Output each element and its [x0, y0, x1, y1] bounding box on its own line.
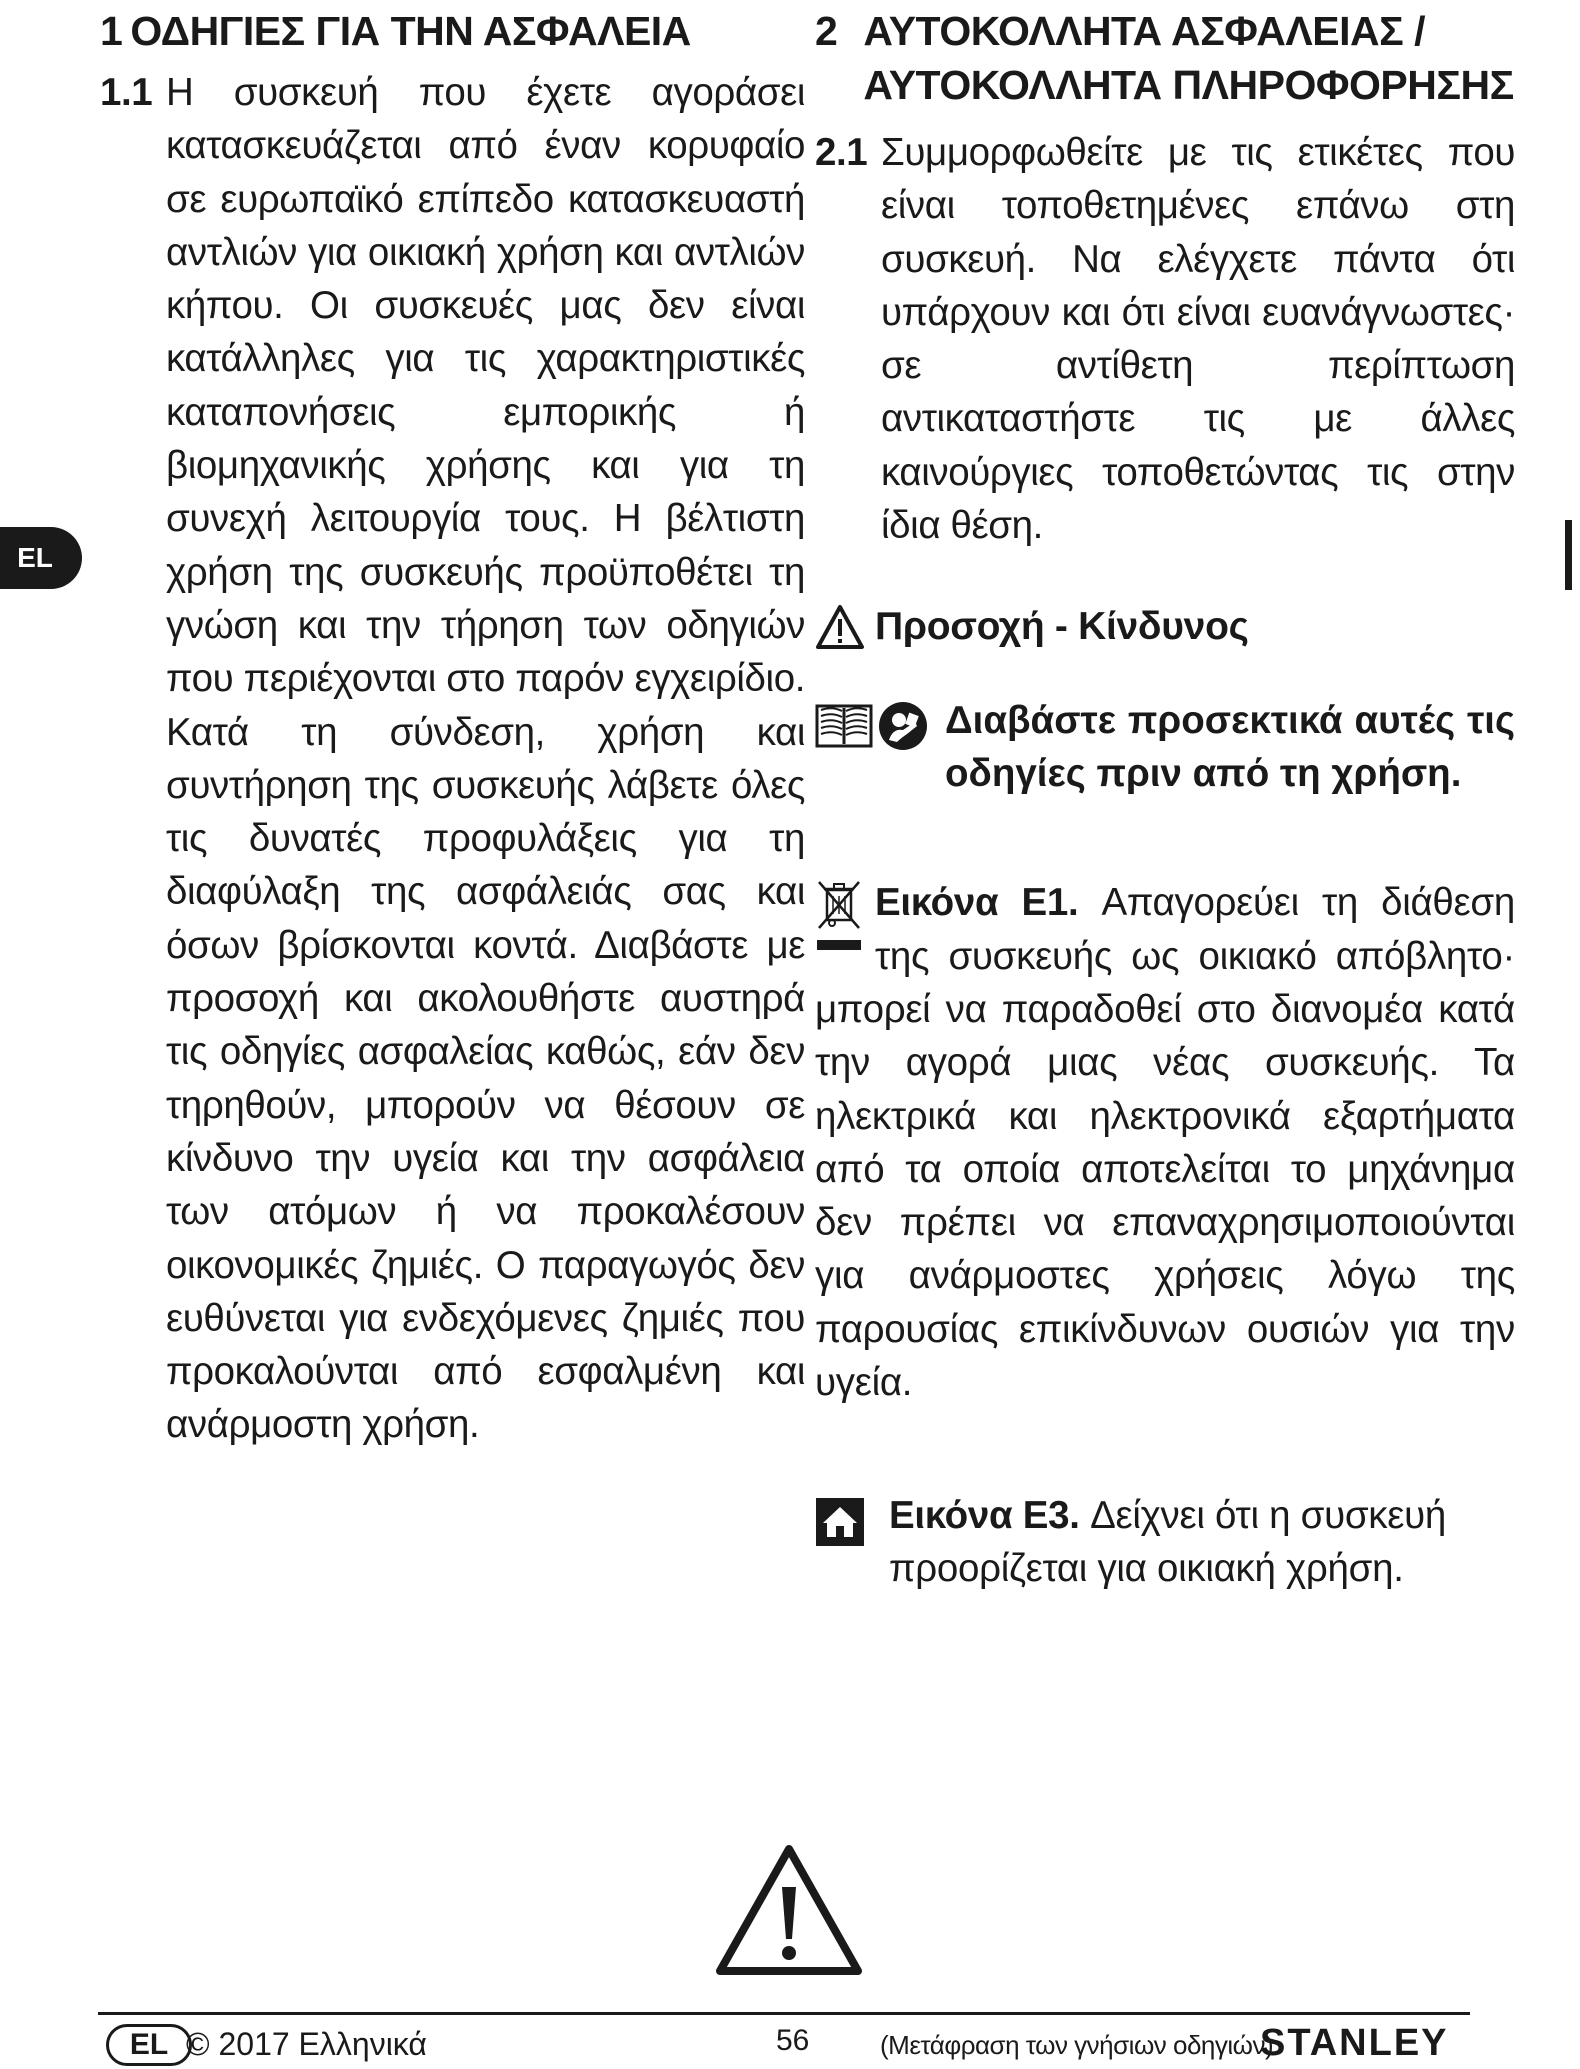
footer-copyright: © 2017 Ελληνικά [186, 2026, 427, 2062]
footer-rule [98, 2012, 1470, 2015]
figure-e3-label: Εικόνα E3. [889, 1494, 1080, 1538]
figure-e1-text: Απαγορεύει τη διάθεση της συσκευής ως οικιακό απόβλητο· μπορεί να παραδοθεί στο διανομέα κατά την αγορά μιας νέας συσκευής. Τα ηλεκτρικά και ηλεκτρονικά εξαρτήματα από τα οποία αποτελείται το μηχάνημα δεν πρέπει να επαναχρησιμοποιούνται για ανάρμοστες χρήσεις λόγω της παρουσίας επικίνδυνων ουσιών για την υγεία. [815, 881, 1515, 1405]
left-column [100, 0, 805, 1452]
figure-e1-label: Εικόνα E1. [875, 881, 1079, 925]
right-edge-marker [1565, 520, 1572, 590]
warning-danger-row [815, 604, 1515, 650]
section-1-title: ΟΔΗΓΙΕΣ ΓΙΑ ΤΗΝ ΑΣΦΑΛΕΙΑ [130, 8, 691, 54]
section-1-number: 1 [100, 8, 123, 54]
figure-e3-block [815, 1489, 1515, 1595]
footer-translation-note: (Μετάφραση των γνήσιων οδηγιών) [880, 2030, 1274, 2060]
footer-language-badge: EL [106, 2024, 192, 2066]
warning-label: Προσοχή - Κίνδυνος [875, 605, 1249, 649]
figure-e1-block [815, 876, 1515, 1409]
section-2-title: ΑΥΤΟΚΟΛΛΗΤΑ ΑΣΦΑΛΕΙΑΣ / ΑΥΤΟΚΟΛΛΗΤΑ ΠΛΗΡΟΦΟΡΗΣΗΣ [863, 8, 1514, 108]
large-warning-triangle-icon [714, 1843, 864, 1977]
section-2-number: 2 [815, 8, 838, 54]
language-side-tab [0, 527, 82, 589]
manual-book-icon [815, 702, 873, 750]
section-1-heading [100, 4, 805, 58]
home-use-icon-wrap [815, 1489, 889, 1595]
read-icons-group [815, 700, 929, 752]
page-footer [100, 2020, 1472, 2068]
section-2-heading [815, 4, 1515, 112]
read-instructions-block [815, 694, 1515, 800]
figure-e3-text-wrap [889, 1489, 1515, 1595]
read-instructions-text: Διαβάστε προσεκτικά αυτές τις οδηγίες πριν από τη χρήση. [945, 699, 1515, 796]
home-use-icon [815, 1497, 865, 1547]
paragraph-1-1 [100, 66, 805, 1452]
paragraph-1-1-text: Η συσκευή που έχετε αγοράσει κατασκευάζεται από έναν κορυφαίο σε ευρωπαϊκό επίπεδο κατασκευαστή αντλιών για οικιακή χρήση και αντλιών κήπου. Οι συσκευές μας δεν είναι κατάλληλες για τις χαρακτηριστικές καταπονήσεις εμπορικής ή βιομηχανικής χρήσης και για τη συνεχή λειτουργία τους. Η βέλτιστη χρήση της συσκευής προϋποθέτει τη γνώση και την τήρηση των οδηγιών που περιέχονται στο παρόν εγχειρίδιο. Κατά τη σύνδεση, χρήση και συντήρηση της συσκευής λάβετε όλες τις δυνατές προφυλάξεις για τη διαφύλαξη της ασφάλειάς σας και όσων βρίσκονται κοντά. Διαβάστε με προσοχή και ακολουθήστε αυστηρά τις οδηγίες ασφαλείας καθώς, εάν δεν τηρηθούν, μπορούν να θέσουν σε κίνδυνο την υγεία και την ασφάλεια των ατόμων ή να προκαλέσουν οικονομικές ζημιές. Ο παραγωγός δεν ευθύνεται για ενδεχόμενες ζημιές που προκαλούνται από εσφαλμένη και ανάρμοστη χρήση. [166, 71, 805, 1447]
language-side-tab-label: EL [17, 542, 53, 573]
paragraph-2-1-number: 2.1 [815, 131, 868, 174]
figure-e3-text: Δείχνει ότι η συσκευή προορίζεται για οικιακή χρήση. [889, 1494, 1446, 1591]
paragraph-2-1 [815, 126, 1515, 552]
read-operator-icon [877, 700, 929, 752]
crossed-bin-icon [815, 880, 863, 970]
page-number: 56 [776, 2024, 810, 2057]
paragraph-1-1-number: 1.1 [100, 71, 153, 114]
right-column [815, 0, 1515, 1595]
warning-triangle-icon [815, 604, 865, 650]
brand-logo: STANLEY [1260, 2022, 1449, 2064]
paragraph-2-1-text: Συμμορφωθείτε με τις ετικέτες που είναι τοποθετημένες επάνω στη συσκευή. Να ελέγχετε πάντα ότι υπάρχουν και ότι είναι ευανάγνωστες· σε αντίθετη περίπτωση αντικαταστήστε τις με άλλες καινούργιες τοποθετώντας τις στην ίδια θέση. [881, 131, 1515, 548]
